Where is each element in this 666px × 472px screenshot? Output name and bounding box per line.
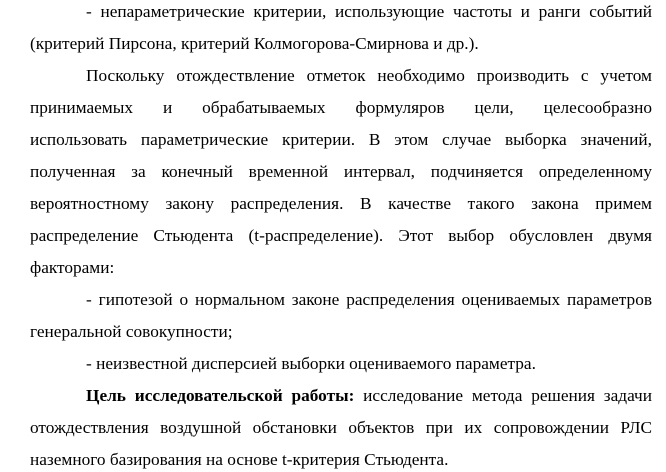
paragraph-line	[30, 256, 114, 280]
list-item-dispersion	[86, 352, 536, 376]
text-line: - гипотезой о нормальном законе распределения оцениваемых параметров	[86, 290, 652, 309]
list-item-hypothesis-line-1	[86, 288, 652, 312]
list-item-nonparametric-line-2	[30, 32, 479, 56]
text-line: полученная за конечный временной интервал, подчиняется определенному	[30, 162, 652, 181]
text-line: (критерий Пирсона, критерий Колмогорова-Смирнова и др.).	[30, 34, 479, 53]
list-item-nonparametric-line-1	[86, 0, 652, 24]
goal-paragraph-line-2	[30, 416, 652, 440]
paragraph-line	[30, 160, 652, 184]
paragraph-line	[30, 192, 652, 216]
text-line: принимаемых и обрабатываемых формуляров цели, целесообразно	[30, 98, 652, 117]
text-line: вероятностному закону распределения. В качестве такого закона примем	[30, 194, 652, 213]
text-line: использовать параметрические критерии. В этом случае выборка значений,	[30, 130, 652, 149]
paragraph-line	[30, 96, 652, 120]
text-line: исследование метода решения задачи	[354, 386, 652, 405]
text-line: наземного базирования на основе t-критерия Стьюдента.	[30, 450, 449, 469]
text-line: факторами:	[30, 258, 115, 277]
text-line: Поскольку отождествление отметок необходимо производить с учетом	[86, 66, 652, 85]
goal-heading: Цель исследовательской работы:	[86, 386, 355, 405]
goal-paragraph-line-3	[30, 448, 448, 472]
text-line: отождествления воздушной обстановки объектов при их сопровождении РЛС	[30, 418, 652, 437]
text-line: распределение Стьюдента (t-распределение). Этот выбор обусловлен двумя	[30, 226, 652, 245]
paragraph-line	[30, 224, 652, 248]
paragraph-line	[30, 128, 652, 152]
paragraph-line	[86, 64, 652, 88]
goal-paragraph-line-1	[86, 384, 652, 408]
list-item-hypothesis-line-2	[30, 320, 233, 344]
text-line: - непараметрические критерии, использующие частоты и ранги событий	[86, 2, 652, 21]
text-line: - неизвестной дисперсией выборки оцениваемого параметра.	[86, 354, 536, 373]
text-line: генеральной совокупности;	[30, 322, 233, 341]
